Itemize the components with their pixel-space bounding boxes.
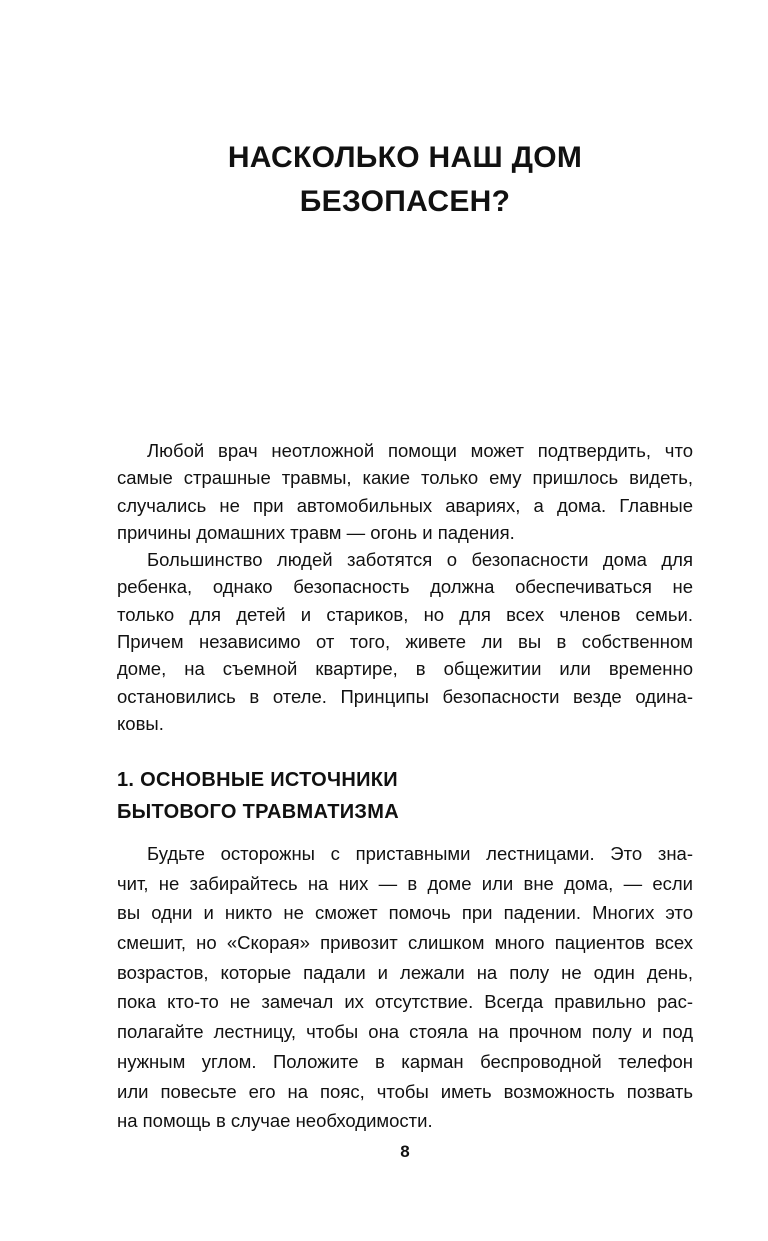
- text-line: вы одни и никто не сможет помочь при падении. Многих это: [117, 902, 693, 924]
- text-line: Будьте осторожны с приставными лестницами. Это зна-: [147, 843, 693, 864]
- text-line: только для детей и стариков, но для всех членов семьи.: [117, 603, 693, 625]
- text-line: ковы.: [117, 712, 164, 734]
- text-line: причины домашних травм — огонь и падения.: [117, 521, 515, 543]
- text-line: Большинство людей заботятся о безопасности дома для: [147, 549, 693, 571]
- text-line: случались не при автомобильных авариях, а дома. Главные: [117, 494, 693, 516]
- chapter-title-line: НАСКОЛЬКО НАШ ДОМ: [227, 141, 583, 174]
- chapter-title-line: БЕЗОПАСЕН?: [299, 185, 511, 218]
- text-line: ребенка, однако безопасность должна обеспечиваться не: [117, 576, 693, 598]
- text-line: самые страшные травмы, какие только ему пришлось видеть,: [117, 467, 693, 489]
- text-line: смешит, но «Скорая» привозит слишком много пациентов всех: [117, 932, 693, 954]
- text-line: на помощь в случае необходимости.: [117, 1110, 433, 1132]
- intro-text: [117, 437, 693, 737]
- text-line: доме, на съемной квартире, в общежитии или временно: [117, 658, 693, 680]
- text-line: или повесьте его на пояс, чтобы иметь возможность позвать: [117, 1080, 693, 1102]
- text-line: остановились в отеле. Принципы безопасности везде одина-: [117, 685, 693, 707]
- text-line: пока кто-то не замечал их отсутствие. Всегда правильно рас-: [117, 991, 693, 1013]
- section-heading: [117, 764, 399, 828]
- section-heading-line: БЫТОВОГО ТРАВМАТИЗМА: [117, 801, 399, 823]
- chapter-title: [0, 136, 768, 224]
- text-line: полагайте лестницу, чтобы она стояла на прочном полу и под: [117, 1021, 693, 1043]
- text-line: Любой врач неотложной помощи может подтвердить, что: [147, 440, 693, 461]
- section-text: [117, 839, 693, 1136]
- text-line: чит, не забирайтесь на них — в доме или вне дома, — если: [117, 872, 693, 894]
- section-heading-line: 1. ОСНОВНЫЕ ИСТОЧНИКИ: [117, 769, 398, 791]
- text-line: возрастов, которые падали и лежали на полу не один день,: [117, 961, 693, 983]
- text-line: Причем независимо от того, живете ли вы в собственном: [117, 631, 693, 653]
- page-number: 8: [400, 1142, 410, 1161]
- text-line: нужным углом. Положите в карман беспроводной телефон: [117, 1050, 693, 1072]
